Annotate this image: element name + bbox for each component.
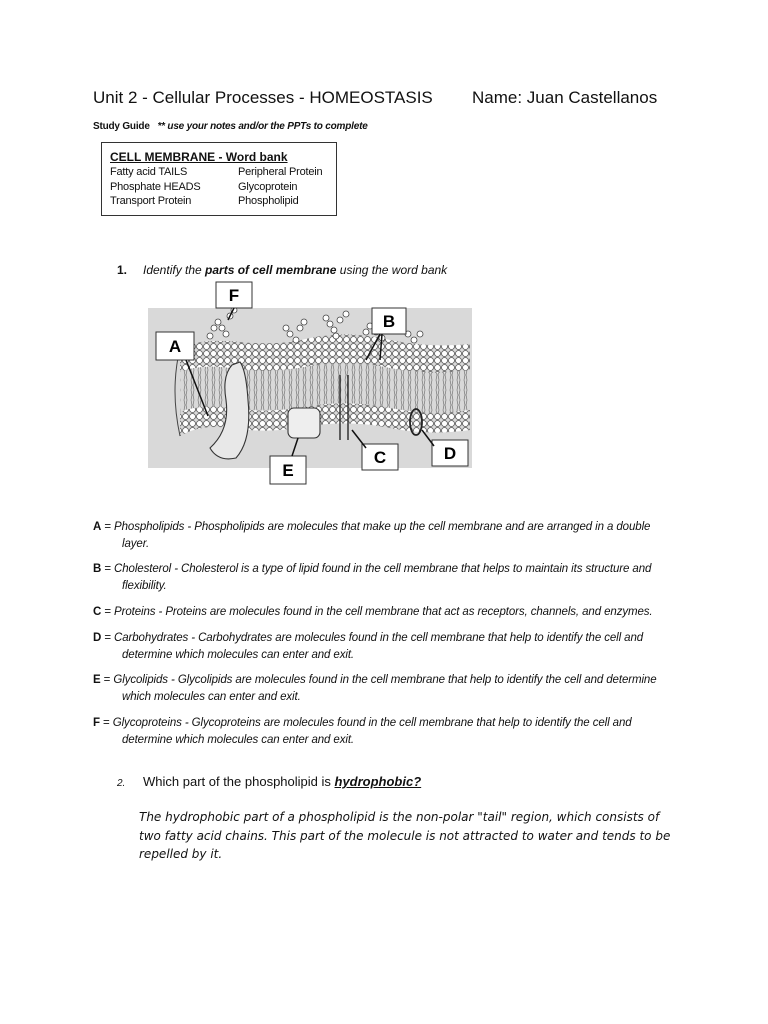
svg-text:D: D <box>443 444 457 463</box>
page-title: Unit 2 - Cellular Processes - HOMEOSTASIS <box>93 88 433 107</box>
question-emphasis: parts of cell membrane <box>205 263 337 277</box>
question-2: 2. Which part of the phospholipid is hydrophobic? <box>117 774 422 789</box>
answer-a: A = Phospholipids - Phospholipids are molecules that make up the cell membrane and are arranged in a double layer. <box>93 521 651 550</box>
word-bank-term: Peripheral Protein <box>238 166 323 178</box>
diagram-label-e <box>270 456 306 484</box>
question-1: 1. Identify the parts of cell membrane using the word bank <box>117 263 448 277</box>
word-bank-term: Transport Protein <box>110 195 192 207</box>
study-guide-label: Study Guide <box>93 121 150 132</box>
word-bank-term: Fatty acid TAILS <box>110 166 188 178</box>
svg-text:C: C <box>373 448 387 467</box>
diagram-label-f <box>216 282 252 308</box>
diagram-label-c <box>362 444 398 470</box>
svg-text:B: B <box>382 312 396 331</box>
word-bank-term: Glycoprotein <box>238 181 298 193</box>
diagram-label-a <box>156 332 194 360</box>
answer-b: B = Cholesterol - Cholesterol is a type of lipid found in the cell membrane that helps to maintain its structure and flexibility. <box>93 563 652 592</box>
word-bank-term: Phosphate HEADS <box>110 181 201 193</box>
question-2-response: The hydrophobic part of a phospholipid is the non-polar "tail" region, which consists of two fatty acid chains. This part of the molecule is not attracted to water and tends to be repelled by it. <box>139 810 671 861</box>
question-emphasis: hydrophobic? <box>334 774 422 789</box>
svg-text:E: E <box>282 461 294 480</box>
word-bank-title: CELL MEMBRANE - Word bank <box>110 150 288 164</box>
diagram-label-d <box>432 440 468 466</box>
question-number: 2. <box>117 778 126 789</box>
study-guide-note: ** use your notes and/or the PPTs to complete <box>157 121 368 132</box>
study-guide-line <box>93 121 368 132</box>
answer-c: C = Proteins - Proteins are molecules found in the cell membrane that act as receptors, channels, and enzymes. <box>93 606 653 618</box>
question-number: 1. <box>117 263 128 277</box>
answer-d: D = Carbohydrates - Carbohydrates are molecules found in the cell membrane that help to identify the cell and determine which molecules can enter and exit. <box>93 632 644 661</box>
answer-e: E = Glycolipids - Glycolipids are molecules found in the cell membrane that help to identify the cell and determine which molecules can enter and exit. <box>93 674 657 703</box>
word-bank-box <box>101 142 337 216</box>
diagram-label-b <box>372 308 406 334</box>
student-name: Name: Juan Castellanos <box>472 88 658 107</box>
answer-f: F = Glycoproteins - Glycoproteins are molecules found in the cell membrane that help to identify the cell and determine which molecules can enter and exit. <box>93 717 632 746</box>
word-bank-term: Phospholipid <box>238 195 299 207</box>
svg-text:F: F <box>228 286 240 305</box>
cell-membrane-diagram <box>140 280 480 490</box>
svg-text:A: A <box>168 337 182 356</box>
